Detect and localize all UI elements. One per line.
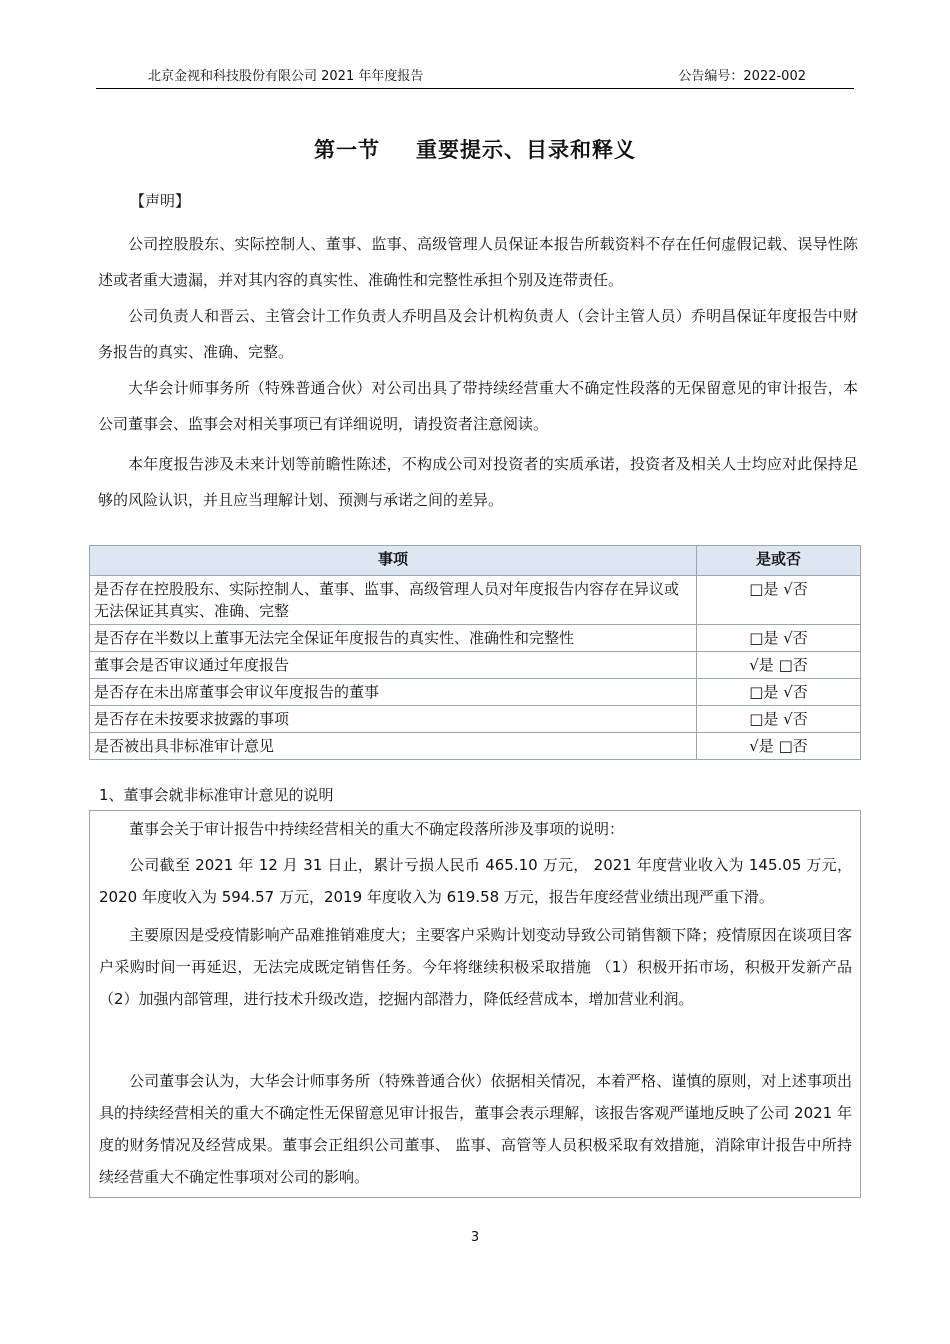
table-cell-answer: √是 □否 (697, 733, 861, 760)
table-cell-item: 董事会是否审议通过年度报告 (90, 652, 697, 679)
table-row (90, 576, 861, 625)
table-cell-answer: □是 √否 (697, 576, 861, 625)
declaration-paragraph: 本年度报告涉及未来计划等前瞻性陈述，不构成公司对投资者的实质承诺，投资者及相关人士均应对此保持足够的风险认识，并且应当理解计划、预测与承诺之间的差异。 (98, 455, 858, 509)
table-cell-answer: □是 √否 (697, 625, 861, 652)
explanation-paragraph: 公司董事会认为，大华会计师事务所（特殊普通合伙）依据相关情况，本着严格、谨慎的原则，对上述事项出具的持续经营相关的重大不确定性无保留意见审计报告，董事会表示理解，该报告客观严谨地反映了公司 2021 年度的财务情况及经营成果。董事会正组织公司董事、 监事、高管等人员积极采取有效措施，消除审计报告中所持续经营重大不确定性事项对公司的影响。 (99, 1072, 852, 1186)
table-cell-item: 是否存在未出席董事会审议年度报告的董事 (90, 679, 697, 706)
table-row (90, 652, 861, 679)
table-header-yes-no: 是或否 (697, 546, 861, 576)
declaration-paragraph: 公司控股股东、实际控制人、董事、监事、高级管理人员保证本报告所载资料不存在任何虚假记载、误导性陈述或者重大遗漏，并对其内容的真实性、准确性和完整性承担个别及连带责任。 (98, 235, 858, 289)
table-cell-answer: □是 √否 (697, 679, 861, 706)
table-row (90, 679, 861, 706)
page-header (96, 62, 854, 89)
confirmation-table (89, 545, 861, 760)
table-row (90, 625, 861, 652)
table-cell-item: 是否存在半数以上董事无法完全保证年度报告的真实性、准确性和完整性 (90, 625, 697, 652)
table-row (90, 706, 861, 733)
declaration-paragraph: 公司负责人和晋云、主管会计工作负责人乔明昌及会计机构负责人（会计主管人员）乔明昌保证年度报告中财务报告的真实、准确、完整。 (98, 307, 858, 361)
table-cell-answer: √是 □否 (697, 652, 861, 679)
header-announcement-number: 公告编号：2022-002 (678, 69, 806, 84)
declaration-label: 【声明】 (130, 192, 191, 210)
header-company-report: 北京金视和科技股份有限公司 2021 年年度报告 (148, 69, 424, 84)
section-heading: 重要提示、目录和释义 (416, 138, 636, 162)
page-number: 3 (470, 1230, 480, 1245)
explanation-paragraph: 主要原因是受疫情影响产品难推销难度大；主要客户采购计划变动导致公司销售额下降；疫情原因在谈项目客户采购时间一再延迟，无法完成既定销售任务。今年将继续积极采取措施 （1）积极开拓市场，积极开发新产品（2）加强内部管理，进行技术升级改造，挖掘内部潜力，降低经营成本，增加营业利润。 (99, 926, 852, 1008)
section-title (0, 134, 950, 164)
table-row (90, 733, 861, 760)
explanation-paragraph: 公司截至 2021 年 12 月 31 日止，累计亏损人民币 465.10 万元， 2021 年度营业收入为 145.05 万元，2020 年度收入为 594.57 万元，2019 年度收入为 619.58 万元，报告年度经营业绩出现严重下滑。 (99, 856, 852, 906)
table-cell-answer: □是 √否 (697, 706, 861, 733)
table-header-item: 事项 (90, 546, 697, 576)
table-cell-item: 是否存在控股股东、实际控制人、董事、监事、高级管理人员对年度报告内容存在异议或无法保证其真实、准确、完整 (90, 576, 697, 625)
section-number: 第一节 (314, 138, 380, 162)
explanation-paragraph: 董事会关于审计报告中持续经营相关的重大不确定段落所涉及事项的说明： (129, 820, 625, 838)
table-cell-item: 是否被出具非标准审计意见 (90, 733, 697, 760)
subsection-title: 1、董事会就非标准审计意见的说明 (99, 786, 334, 804)
declaration-paragraph: 大华会计师事务所（特殊普通合伙）对公司出具了带持续经营重大不确定性段落的无保留意见的审计报告，本公司董事会、监事会对相关事项已有详细说明，请投资者注意阅读。 (98, 379, 858, 433)
audit-opinion-explanation-box (89, 810, 861, 1198)
table-cell-item: 是否存在未按要求披露的事项 (90, 706, 697, 733)
